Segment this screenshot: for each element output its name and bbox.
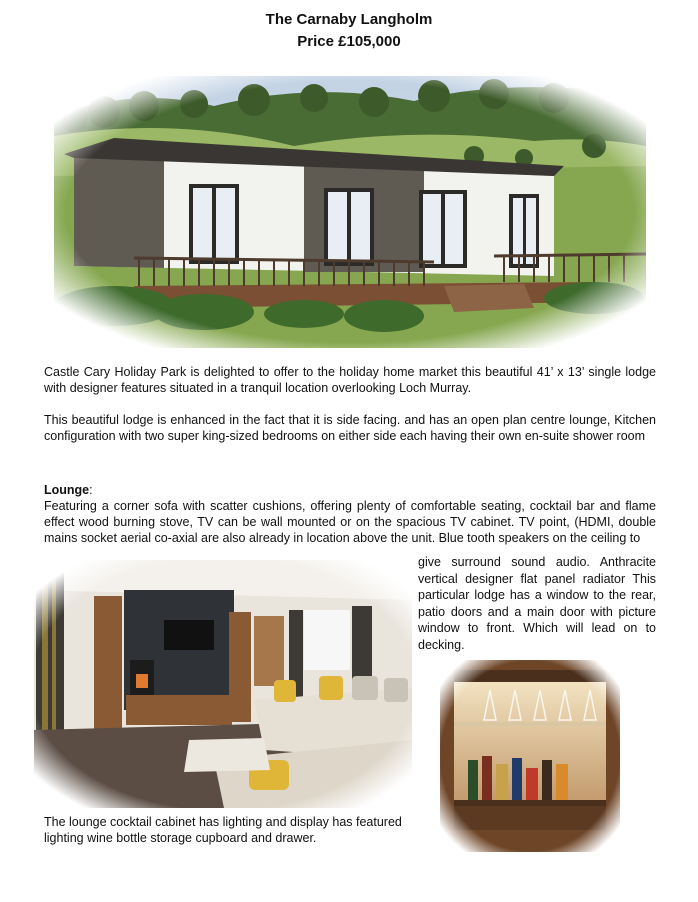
lounge-paragraph-continued: give surround sound audio. Anthracite vertical designer flat panel radiator This particular lodge has a window to the rear, patio doors and a main door with picture window to front. Which will lead on to decking. (418, 555, 656, 652)
lounge-paragraph: Featuring a corner sofa with scatter cushions, offering plenty of comfortable seating, cocktail bar and flame effect wood burning stove, TV can be wall mounted or on the spacious TV cabinet. TV point, (HDMI, double mains socket aerial co-axial are also already in location above the unit. Blue tooth speakers on the ceiling to (44, 499, 656, 545)
lounge-interior-photo (34, 560, 412, 808)
lounge-heading (44, 482, 93, 498)
lodge-exterior-photo (54, 76, 646, 348)
intro-paragraph: Castle Cary Holiday Park is delighted to offer to the holiday home market this beautiful 41’ x 13’ single lodge with designer features situated in a tranquil location overlooking Loch Murray. (44, 365, 656, 395)
cabinet-paragraph: The lounge cocktail cabinet has lighting and display has featured lighting wine bottle storage cupboard and drawer. (44, 815, 402, 845)
lounge-heading-colon: : (89, 483, 93, 497)
lodge-title: The Carnaby Langholm (265, 11, 433, 28)
description-paragraph: This beautiful lodge is enhanced in the fact that it is side facing. and has an open plan centre lounge, Kitchen configuration with two super king-sized bedrooms on either side each having their own en-suite shower room (44, 413, 656, 443)
cocktail-cabinet-photo (440, 660, 620, 852)
lodge-price: Price £105,000 (297, 33, 401, 50)
lounge-heading-label: Lounge (44, 483, 90, 497)
